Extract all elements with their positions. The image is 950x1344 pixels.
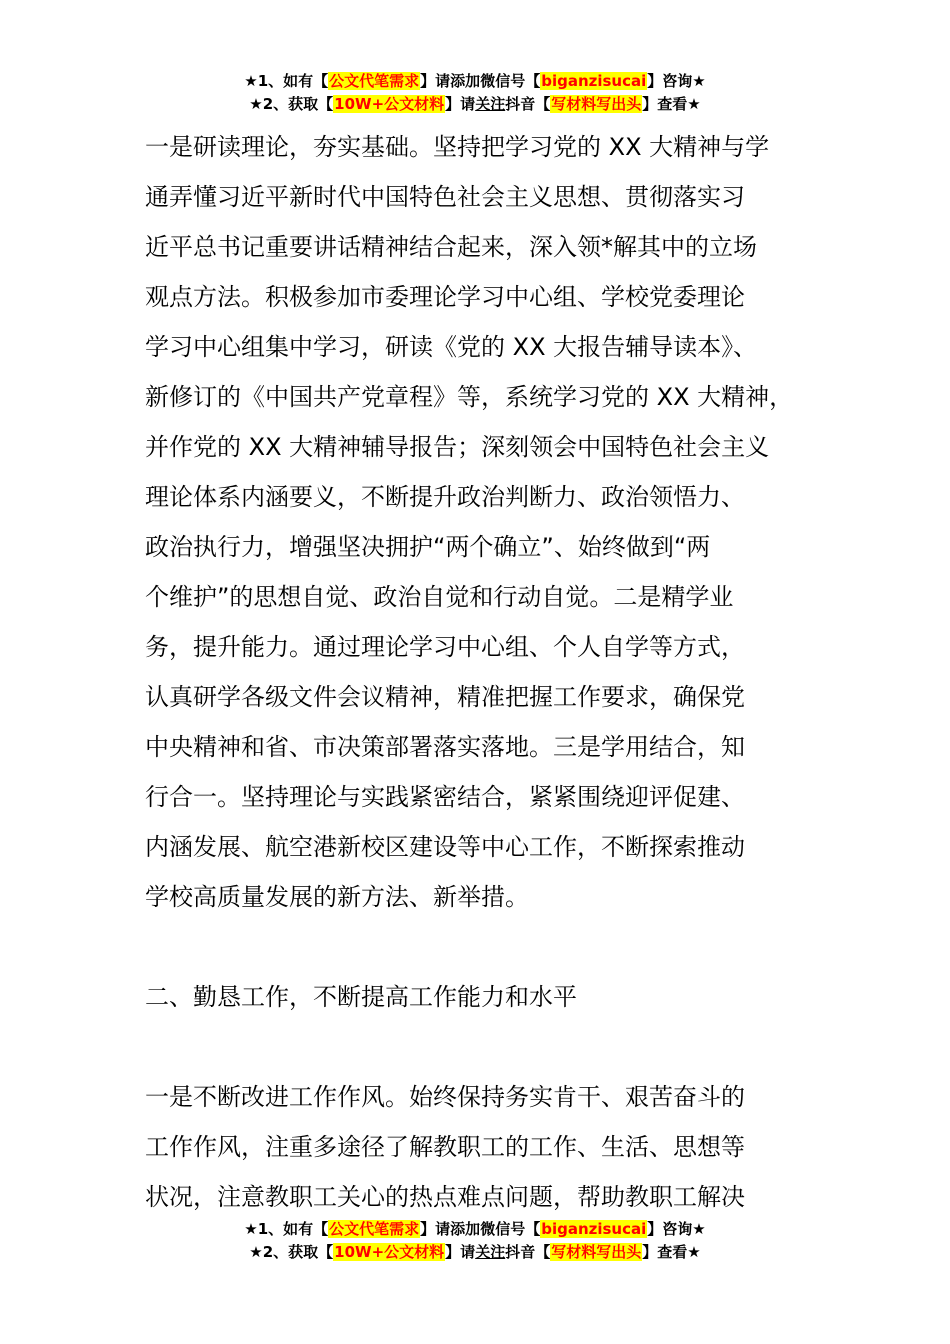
header-text: 】请 xyxy=(445,95,476,113)
star-icon: ★ xyxy=(692,1220,706,1238)
header-emphasis: 添加 xyxy=(450,72,481,90)
text-line: 学校高质量发展的新方法、新举措。 xyxy=(145,883,529,911)
paragraph-1 xyxy=(145,122,835,922)
footer-text: 2、获取【 xyxy=(262,1243,334,1261)
text-line: 一是研读理论，夯实基础。坚持把学习党的 XX 大精神与学 xyxy=(145,133,770,161)
text-line: 观点方法。积极参加市委理论学习中心组、学校党委理论 xyxy=(145,283,745,311)
paragraph-spacer xyxy=(145,922,835,972)
footer-line-1 xyxy=(0,1218,950,1241)
footer-text: 】请 xyxy=(445,1243,476,1261)
heading-text: 二、勤恳工作，不断提高工作能力和水平 xyxy=(145,983,577,1011)
text-line: 内涵发展、航空港新校区建设等中心工作，不断探索推动 xyxy=(145,833,745,861)
highlight-materials: 10W+公文材料 xyxy=(334,95,445,113)
header-text: 微信号【 xyxy=(480,72,541,90)
footer-emphasis: 添加 xyxy=(450,1220,481,1238)
text-line: 通弄懂习近平新时代中国特色社会主义思想、贯彻落实习 xyxy=(145,183,745,211)
star-icon: ★ xyxy=(244,72,258,90)
footer-text: 1、如有【 xyxy=(257,1220,329,1238)
footer-emphasis: 关注 xyxy=(475,1243,506,1261)
highlight-service: 公文代笔需求 xyxy=(329,1220,420,1238)
star-icon: ★ xyxy=(249,1243,263,1261)
highlight-wechat-id: biganzisucai xyxy=(541,72,647,90)
text-line: 务，提升能力。通过理论学习中心组、个人自学等方式， xyxy=(145,633,745,661)
text-line: 理论体系内涵要义，不断提升政治判断力、政治领悟力、 xyxy=(145,483,745,511)
text-line: 认真研学各级文件会议精神，精准把握工作要求，确保党 xyxy=(145,683,745,711)
footer-line-2 xyxy=(0,1241,950,1264)
paragraph-spacer xyxy=(145,1022,835,1072)
text-line: 状况，注意教职工关心的热点难点问题，帮助教职工解决 xyxy=(145,1183,745,1211)
highlight-douyin-account: 写材料写出头 xyxy=(551,1243,642,1261)
header-line-1 xyxy=(0,70,950,93)
text-line: 政治执行力，增强坚决拥护“两个确立”、始终做到“两 xyxy=(145,533,711,561)
document-body xyxy=(145,122,835,1222)
header-text: 】咨询 xyxy=(647,72,693,90)
footer-text: 】查看 xyxy=(642,1243,688,1261)
highlight-materials: 10W+公文材料 xyxy=(334,1243,445,1261)
header-line-2 xyxy=(0,93,950,116)
footer-text: 微信号【 xyxy=(480,1220,541,1238)
footer-text: 抖音【 xyxy=(505,1243,551,1261)
text-line: 中央精神和省、市决策部署落实落地。三是学用结合，知 xyxy=(145,733,745,761)
star-icon: ★ xyxy=(687,95,701,113)
text-line: 个维护”的思想自觉、政治自觉和行动自觉。二是精学业 xyxy=(145,583,734,611)
text-line: 并作党的 XX 大精神辅导报告；深刻领会中国特色社会主义 xyxy=(145,433,770,461)
star-icon: ★ xyxy=(244,1220,258,1238)
star-icon: ★ xyxy=(687,1243,701,1261)
header-text: 2、获取【 xyxy=(262,95,334,113)
paragraph-2 xyxy=(145,1072,835,1222)
header-banner xyxy=(0,70,950,116)
text-line: 一是不断改进工作作风。始终保持务实肯干、艰苦奋斗的 xyxy=(145,1083,745,1111)
text-line: 近平总书记重要讲话精神结合起来，深入领*解其中的立场 xyxy=(145,233,757,261)
text-line: 行合一。坚持理论与实践紧密结合，紧紧围绕迎评促建、 xyxy=(145,783,745,811)
header-emphasis: 关注 xyxy=(475,95,506,113)
highlight-wechat-id: biganzisucai xyxy=(541,1220,647,1238)
header-text: 】请 xyxy=(420,72,451,90)
star-icon: ★ xyxy=(692,72,706,90)
footer-text: 】请 xyxy=(420,1220,451,1238)
highlight-douyin-account: 写材料写出头 xyxy=(551,95,642,113)
highlight-service: 公文代笔需求 xyxy=(329,72,420,90)
header-text: 1、如有【 xyxy=(257,72,329,90)
footer-text: 】咨询 xyxy=(647,1220,693,1238)
header-text: 抖音【 xyxy=(505,95,551,113)
header-text: 】查看 xyxy=(642,95,688,113)
text-line: 工作作风，注重多途径了解教职工的工作、生活、思想等 xyxy=(145,1133,745,1161)
text-line: 新修订的《中国共产党章程》等，系统学习党的 XX 大精神， xyxy=(145,383,794,411)
text-line: 学习中心组集中学习，研读《党的 XX 大报告辅导读本》、 xyxy=(145,333,758,361)
section-heading xyxy=(145,972,835,1022)
footer-banner xyxy=(0,1218,950,1264)
star-icon: ★ xyxy=(249,95,263,113)
